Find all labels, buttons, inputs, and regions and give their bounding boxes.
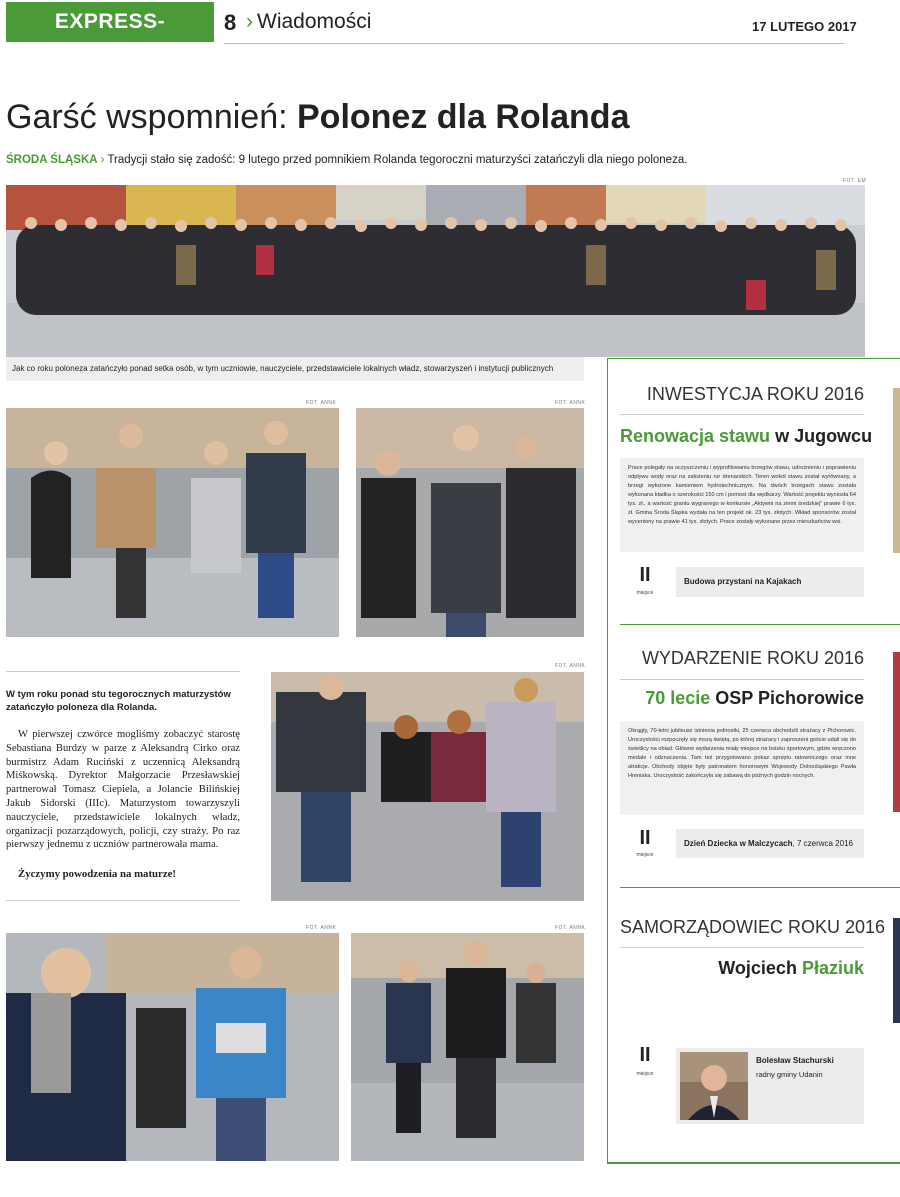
edge-photo (893, 652, 900, 812)
photo-dancers-1 (6, 408, 339, 637)
edge-photo (893, 918, 900, 1023)
article-body: W pierwszej czwórce mogliśmy zobaczyć starostę Sebastiana Burdzy w parze z Aleksandrą Cirko oraz burmistrz Adam Ruciński z uczennicą Aleksandrą Miśkowską. Dyrektor Małgorzacie Przesławskiej partnerował Tomasz Ciepiela, a Jolancie Bilińskiej Jakub Sidorski (IIIc). Maturzystom towarzyszyli nauczyciele, przedstawiciele lokalnych władz, organizacji pozarządowych, policji, czy straży. Po raz pierwszy jednemu z uczniów partnerowała mama. (6, 729, 240, 851)
panel-top-rule (607, 358, 900, 359)
section-label: Wiadomości (257, 10, 372, 33)
second-name-3: Bolesław Stachurski (756, 1056, 834, 1065)
article-lead: ŚRODA ŚLĄSKA › Tradycji stało się zadość: 9 lutego przed pomnikiem Rolanda tegoroczni maturzyści zatańczyli dla niego poloneza. (6, 154, 688, 166)
title-light: Garść wspomnień: (6, 98, 288, 136)
rank-label-3: miejsce (636, 1071, 654, 1077)
rank-number-1: II (639, 564, 651, 586)
award-category-3: SAMORZĄDOWIEC ROKU 2016 (620, 917, 886, 937)
site-brand[interactable]: EXPRESS-MIEJSKI.PL (6, 2, 214, 42)
second-place-3 (676, 1048, 864, 1124)
award-category-1: INWESTYCJA ROKU 2016 (646, 384, 864, 404)
article-bottom-rule (6, 900, 240, 901)
photo-credit: FOT. EM (843, 178, 867, 184)
section-rule (620, 679, 864, 680)
second-name-2: Dzień Dziecka w Malczycach (684, 839, 793, 848)
second-name-1: Budowa przystani na Kajakach (684, 577, 802, 586)
second-place-1 (676, 567, 864, 597)
lead-text: Tradycji stało się zadość: 9 lutego przed pomnikiem Rolanda tegoroczni maturzyści zatańczyli dla niego poloneza. (107, 154, 688, 166)
section-rule (620, 414, 864, 415)
rank-label-2: miejsce (636, 852, 654, 858)
award-winner-1 (620, 426, 873, 447)
portrait (680, 1052, 748, 1120)
rank-number-3: II (639, 1044, 651, 1066)
article-top-rule (6, 671, 240, 672)
winner-rest-3: Wojciech (718, 958, 797, 978)
panel-divider (620, 624, 900, 625)
award-category-2: WYDARZENIE ROKU 2016 (641, 648, 864, 668)
second-place-2 (676, 829, 864, 858)
section-rule (620, 947, 864, 948)
issue-date: 17 LUTEGO 2017 (752, 19, 857, 34)
winner-rest-2: OSP Pichorowice (715, 688, 864, 708)
award-winner-2 (620, 688, 864, 709)
award-winner-3 (620, 958, 864, 979)
article-intro: W tym roku ponad stu tegorocznych maturzystów zatańczyło poloneza dla Rolanda. (6, 689, 231, 713)
photo-credit: FOT. ANNK (306, 925, 337, 931)
second-detail-3: radny gminy Udanin (756, 1070, 823, 1079)
group-photo (6, 185, 865, 357)
photo-credit: FOT. ANNK (306, 400, 337, 406)
rank-label-1: miejsce (636, 590, 654, 596)
page-number: 8 (224, 10, 237, 35)
location-tag: ŚRODA ŚLĄSKA (6, 154, 98, 166)
winner-green-3: Płaziuk (801, 958, 864, 978)
rank-number-2: II (639, 827, 651, 849)
header-rule (224, 43, 844, 44)
photo-credit: FOT. ANNK (555, 663, 586, 669)
award-description-2: Okrągły, 70-letni jubileusz istnienia jednostki, 25 czerwca obchodzili strażacy z Pichorowic. Uroczystości rozpoczęły się mszą świętą, po której strażacy i zaproszeni goście udali się do świetlicy na obiad. Główne wydarzenia miały miejsce na boisku sportowym, gdzie wręczono medale i odznaczenia. Tam też przygotowano pokaz sprzętu ratowniczego oraz inne atrakcje. Obchody objęte były patronatem honorowym Wojewody Dolnośląskiego Pawła Hreniaka. Uroczystość zakończyła się zabawą do późnych godzin nocnych. (620, 721, 864, 815)
article-title (6, 98, 629, 137)
winner-green-2: 70 lecie (645, 688, 711, 708)
main-photo-caption: Jak co roku poloneza zatańczyło ponad setka osób, w tym uczniowie, nauczyciele, przedstawiciele lokalnych władz, stowarzyszeń i instytucji publicznych (6, 357, 584, 381)
photo-credit: FOT. ANNK (555, 400, 586, 406)
panel-divider (620, 887, 900, 888)
section-name: › Wiadomości (246, 10, 372, 33)
winner-green-1: Renowacja stawu (620, 426, 771, 446)
photo-dance-circle (271, 672, 584, 901)
title-bold: Polonez dla Rolanda (297, 98, 630, 136)
winner-rest-1: w Jugowcu (775, 426, 873, 446)
panel-bottom-rule (607, 1162, 900, 1163)
award-description-1: Prace polegały na oczyszczeniu i wyprofilowaniu brzegów stawu, udrożnieniu i poprawieniu odpływu wody oraz na założeniu rur drenarskich. Teren wokół stawu został wyrównany, a brzegi wyłożone kamieniem hydrotechnicznym. Na dwóch brzegach stawu została wykonana kładka o szerokości 150 cm i pomost dla wędkarzy. Wartość projektu wyniosła 64 tys. zł., a wartość grantu wygranego w konkursie „Aktywni na ziemi średzkiej” prawie 6 tys. zł. Gmina Środa Śląska wydała na ten projekt ok. 23 tys. złotych. Wkład sponsorów został wyceniony na prawie 41 tys. złotych. Prace zostały wykonane przez mieszkańców wsi. (620, 458, 864, 552)
photo-dancers-4 (351, 933, 584, 1161)
second-detail-2: , 7 czerwca 2016 (792, 839, 853, 848)
photo-dancers-2 (356, 408, 584, 637)
edge-photo (893, 388, 900, 553)
photo-dancers-3 (6, 933, 339, 1161)
article-closing: Życzymy powodzenia na maturze! (18, 868, 177, 880)
photo-credit: FOT. ANNK (555, 925, 586, 931)
